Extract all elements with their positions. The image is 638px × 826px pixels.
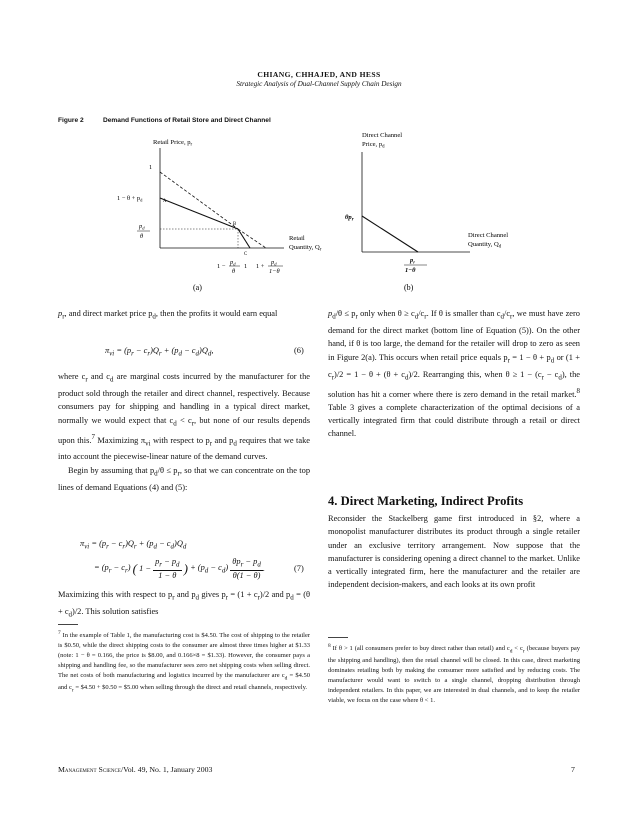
svg-text:1−θ: 1−θ xyxy=(405,267,416,274)
right-column-para-1: $p_d/\theta \le p_r$ only when $\theta \ge c_d/c_r$. If θ is smaller than $c_d/c_r$, we must have zero demand for the direct market (bottom line of Equation (5)). On the other hand, if θ is too large, the demand for the retailer will drop to zero as seen in Figure 2(a). This occurs when retail price equals $p_r = 1 - \theta + p_d$ or $(1 + c_r)/2 = 1 - \theta + (\theta + c_d)/2$. Rearranging this, when $\theta \ge 1 - (c_r - c_d)$, the solution has hit a corner where there is zero demand in the retail market.$^8$ Table 3 gives a complete characterization of the optimal decisions of a vertically integrated firm that could distribute through a retail or direct channel. xyxy=(328,309,580,439)
left-column-para-1: $p_r$, and direct market price $p_d$, then the profits it would earn equal xyxy=(58,309,278,321)
equation-7-line-1: $\pi_{vi} = (p_r - c_r)Q_r + (p_d - c_d)Q_d$ xyxy=(80,539,187,551)
panel-a-point-c: C xyxy=(244,252,248,257)
panel-a-x-tick-1 xyxy=(217,259,240,275)
page-number: 7 xyxy=(571,765,575,774)
svg-text:pd: $p_d$ xyxy=(271,259,277,267)
panel-b-label: (b) xyxy=(404,283,414,292)
footer-journal: Management Science/Vol. 49, No. 1, January 2003 xyxy=(58,765,213,774)
svg-text:θ: θ xyxy=(140,233,144,240)
footnote-8: $^8$ If θ > 1 (all consumers prefer to buy direct rather than retail) and $c_d < c_r$ (because buyers pay the shipping and handling), then the retail channel will be closed. In this case, direct marketing dominates retailing both by making the consumer more satisfied and by reducing costs. The manufacturer would want to switch to a single channel, dropping distribution through independent retailers. In this paper, we are interested in dual channels, and to keep the retailer viable, we focus on the case where θ < 1. xyxy=(328,643,580,705)
svg-text:1 +: 1 + xyxy=(256,263,265,270)
figure-2 xyxy=(0,120,638,300)
panel-a-x-axis-label-1: Retail xyxy=(289,235,305,242)
svg-text:pd: $p_d$ xyxy=(230,259,236,267)
panel-b-y-axis-label-2: Price, $p_d$ xyxy=(362,141,385,150)
panel-a-x-axis-label-2: Quantity, $Q_r$ xyxy=(289,244,322,253)
section-4-heading: 4. Direct Marketing, Indirect Profits xyxy=(328,494,524,508)
panel-b-x-tick xyxy=(404,257,427,274)
footnote-rule-right xyxy=(328,637,348,638)
footnote-7: $^7$ In the example of Table 1, the manufacturing cost is $4.50. The cost of shipping to the retailer is $0.50, while the direct shipping costs to the consumer are almost three times higher at $1.33 (note: 1 − θ = 0.166, the price is $8.00, and 0.166×8 = $1.33). However, the consumer pays a shipping and handling fee, so the manufacturer sees zero net shipping costs when selling direct. The net costs of both manufacturing and logistics incurred by the manufacturer are $c_d$ = $4.50 and $c_r$ = $4.50 + $0.50 = $5.00 when selling through the direct and retail channels, respectively. xyxy=(58,630,310,694)
svg-text:1−θ: 1−θ xyxy=(269,268,280,275)
equation-7-number: (7) xyxy=(294,564,304,573)
panel-a-label: (a) xyxy=(193,283,202,292)
panel-a-demand-upper xyxy=(160,198,238,229)
equation-7-line-2: = $(p_r - c_r)$ ( 1 − $\frac{p_r - p_d}{1 - \theta}$ ) + $(p_d - c_d)$ $\theta p_r - p_d$ θ(1 − θ) . xyxy=(94,557,265,580)
panel-b-demand-line xyxy=(362,216,418,252)
svg-text:pd: $p_d$ xyxy=(139,223,145,231)
left-column-para-2: where $c_r$ and $c_d$ are marginal costs incurred by the manufacturer for the product sold through the retailer and direct channel, respectively. Because consumers pay for shipping and handling in a typical direct market, normally we would expect that $c_d < c_r$, but none of our results depends upon this.$^7$ Maximizing $\pi_{vi}$ with respect to $p_r$ and $p_d$ requires that we take into account the piecewise-linear nature of the demand curves. Begin by assuming that $p_d/\theta \le p_r$, so that we can concentrate on the top lines of demand Equations (4) and (5): xyxy=(58,372,311,492)
figure-number: Figure 2 xyxy=(58,117,84,124)
right-column-para-2: Reconsider the Stackelberg game first introduced in §2, where a monopolist manufacturer distributes its product through a single retailer under an exclusive territory arrangement. Now suppose that the manufacturer is considering opening a direct channel to the market. Unlike a vertically integrated firm, here the manufacturer and the retailer are independent decision-makers, and each looks at its own profit xyxy=(328,514,580,590)
panel-b xyxy=(345,132,508,292)
panel-a-y-tick-1: 1 xyxy=(149,164,153,171)
panel-b-x-axis-label-2: Quantity, $Q_d$ xyxy=(468,241,502,250)
left-column-para-4: Maximizing this with respect to $p_r$ and $p_d$ gives $p_r = (1 + c_r)/2$ and $p_d = (\theta + c_d)/2$. This solution satisfies xyxy=(58,590,310,619)
running-header-authors: CHIANG, CHHAJED, AND HESS xyxy=(257,70,381,79)
panel-a-y-axis-label: Retail Price, $p_r$ xyxy=(153,139,193,148)
figure-title: Demand Functions of Retail Store and Direct Channel xyxy=(103,117,271,124)
panel-a-x-tick-3 xyxy=(256,259,283,275)
footnote-rule-left xyxy=(58,624,78,625)
panel-a-x-tick-2: 1 xyxy=(244,263,248,270)
svg-text:θ: θ xyxy=(232,268,236,275)
running-header-title: Strategic Analysis of Dual-Channel Supply Chain Design xyxy=(236,80,402,88)
panel-a-point-b: B xyxy=(233,222,237,227)
panel-a-y-tick-3 xyxy=(137,223,150,240)
panel-a-point-a: A xyxy=(163,199,167,204)
equation-6: $\pi_{vi} = (p_r - c_r)Q_r + (p_d - c_d)Q_d$, xyxy=(105,346,214,358)
panel-a xyxy=(117,139,322,292)
panel-b-y-tick: $\theta p_r$ xyxy=(345,214,354,223)
panel-a-dashed-line-2 xyxy=(238,229,266,248)
panel-a-demand-lower xyxy=(238,229,250,248)
panel-a-y-tick-2: $1 - \theta + p_d$ xyxy=(117,195,143,203)
panel-b-y-axis-label-1: Direct Channel xyxy=(362,132,403,139)
panel-a-dashed-line-1 xyxy=(160,172,238,229)
svg-text:1 −: 1 − xyxy=(217,263,226,270)
panel-b-x-axis-label-1: Direct Channel xyxy=(468,232,509,239)
equation-6-number: (6) xyxy=(294,346,304,355)
svg-text:pr: $p_r$ xyxy=(410,257,415,265)
